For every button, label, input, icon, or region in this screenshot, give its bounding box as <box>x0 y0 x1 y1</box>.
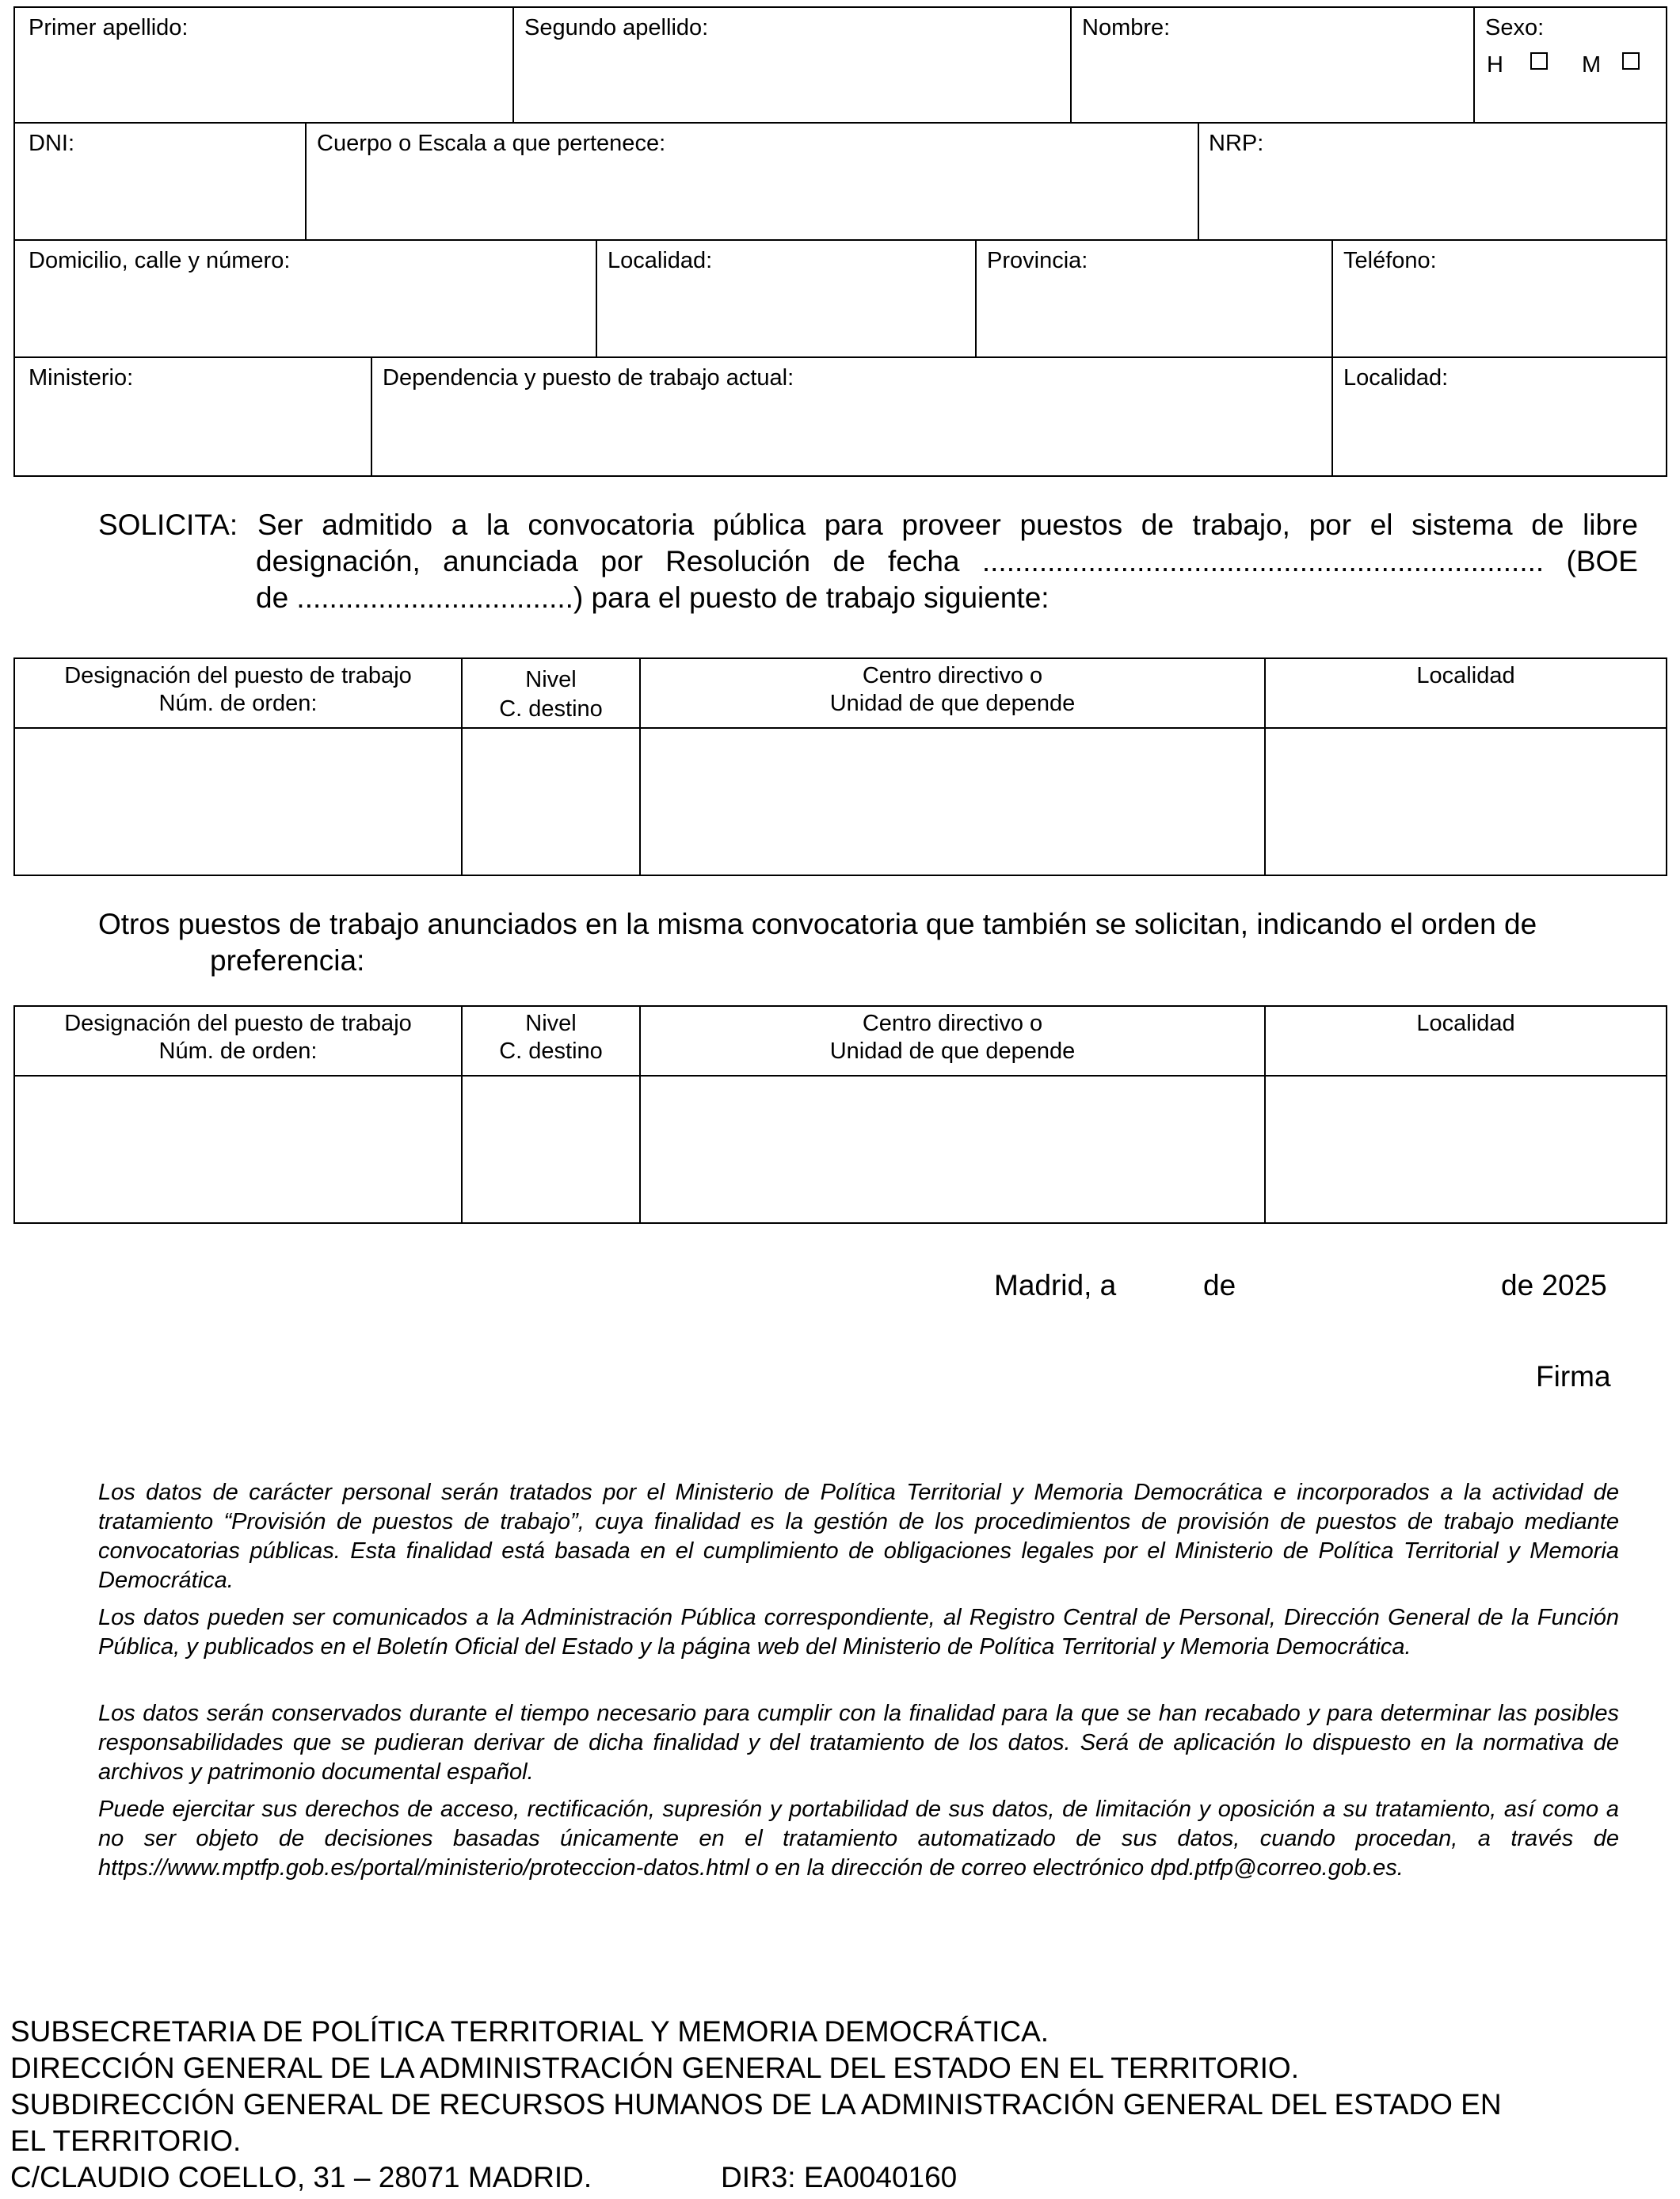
footer-line-4: EL TERRITORIO. <box>10 2125 242 2157</box>
label-dni: DNI: <box>29 131 74 156</box>
header-centro-2 <box>639 1005 1266 1077</box>
input-centro[interactable] <box>639 727 1266 876</box>
header-designacion-2 <box>13 1005 463 1077</box>
input-designacion[interactable] <box>13 727 463 876</box>
field-provincia[interactable] <box>975 239 1333 358</box>
header-localidad <box>1264 657 1667 729</box>
field-sexo <box>1473 6 1667 124</box>
field-nrp[interactable] <box>1198 122 1667 241</box>
header-centro-line1: Centro directivo o <box>862 663 1043 688</box>
header-localidad-text: Localidad <box>1416 663 1515 688</box>
label-cuerpo-escala: Cuerpo o Escala a que pertenece: <box>317 131 666 156</box>
label-sexo-m: M <box>1582 52 1602 78</box>
field-localidad[interactable] <box>596 239 977 358</box>
otros-line-2: preferencia: <box>210 944 365 977</box>
field-ministerio[interactable] <box>13 356 372 477</box>
footer-line-3: SUBDIRECCIÓN GENERAL DE RECURSOS HUMANOS DE LA ADMINISTRACIÓN GENERAL DEL ESTADO EN <box>10 2088 1502 2121</box>
input-designacion-2[interactable] <box>13 1075 463 1224</box>
solicita-line-1: Ser admitido a la convocatoria pública para proveer puestos de trabajo, por el sistema de libre <box>257 509 1638 541</box>
solicita-line-2: designación, anunciada por Resolución de fecha ..................................................................... (BOE <box>256 545 1638 577</box>
header-localidad-2-text: Localidad <box>1416 1011 1515 1036</box>
checkbox-sexo-h[interactable] <box>1530 52 1548 70</box>
field-nombre[interactable] <box>1070 6 1475 124</box>
header-designacion-line2: Núm. de orden: <box>158 691 318 716</box>
header-designacion-line1: Designación del puesto de trabajo <box>64 663 412 688</box>
input-localidad[interactable] <box>1264 727 1667 876</box>
label-ministerio: Ministerio: <box>29 365 134 391</box>
legal-paragraph-1: Los datos de carácter personal serán tratados por el Ministerio de Política Territorial y Memoria Democrática e incorporados a la actividad de tratamiento “Provisión de puestos de trabajo”, cuya finalidad es la gestión de los procedimientos de provisión de puestos de trabajo mediante convocatorias públicas. Esta finalidad está basada en el cumplimiento de obligaciones legales por el Ministerio de Política Territorial y Memoria Democrática. <box>98 1480 1619 1593</box>
field-localidad-actual[interactable] <box>1331 356 1667 477</box>
header-centro <box>639 657 1266 729</box>
field-primer-apellido[interactable] <box>13 6 514 124</box>
label-provincia: Provincia: <box>987 248 1088 273</box>
legal-paragraph-2: Los datos pueden ser comunicados a la Administración Pública correspondiente, al Registro Central de Personal, Dirección General de la Función Pública, y publicados en el Boletín Oficial del Estado y la página web del Ministerio de Política Territorial y Memoria Democrática. <box>98 1605 1619 1660</box>
label-sexo-h: H <box>1487 52 1503 78</box>
footer-line-1: SUBSECRETARIA DE POLÍTICA TERRITORIAL Y MEMORIA DEMOCRÁTICA. <box>10 2015 1050 2048</box>
label-localidad: Localidad: <box>608 248 713 273</box>
label-primer-apellido: Primer apellido: <box>29 15 189 40</box>
label-nrp: NRP: <box>1209 131 1264 156</box>
date-de-1: de <box>1203 1269 1236 1301</box>
field-domicilio[interactable] <box>13 239 597 358</box>
field-segundo-apellido[interactable] <box>512 6 1072 124</box>
checkbox-sexo-m[interactable] <box>1622 52 1640 70</box>
header-centro-line2: Unidad de que depende <box>829 691 1076 716</box>
label-dependencia: Dependencia y puesto de trabajo actual: <box>383 365 794 391</box>
legal-paragraph-3: Los datos serán conservados durante el tiempo necesario para cumplir con la finalidad para la que se han recabado y para determinar las posibles responsabilidades que se pudieran derivar de dicha finalidad y del tratamiento de los datos. Será de aplicación lo dispuesto en la normativa de archivos y patrimonio documental español. <box>98 1701 1619 1785</box>
header-nivel-2-line1: Nivel <box>525 1011 577 1036</box>
footer-line-2: DIRECCIÓN GENERAL DE LA ADMINISTRACIÓN GENERAL DEL ESTADO EN EL TERRITORIO. <box>10 2052 1299 2084</box>
date-de-2025: de 2025 <box>1501 1269 1607 1301</box>
header-centro-2-line1: Centro directivo o <box>862 1011 1043 1036</box>
legal-paragraph-4: Puede ejercitar sus derechos de acceso, rectificación, supresión y portabilidad de sus datos, de limitación y oposición a su tratamiento, así como a no ser objeto de decisiones basadas únicamente en el tratamiento automatizado de sus datos, cuando procedan, a través de https://www.mptfp.gob.es/portal/ministerio/proteccion-datos.html o en la dirección de correo electrónico dpd.ptfp@correo.gob.es. <box>98 1797 1619 1881</box>
label-domicilio: Domicilio, calle y número: <box>29 248 291 273</box>
header-designacion-2-line2: Núm. de orden: <box>158 1039 318 1064</box>
input-centro-2[interactable] <box>639 1075 1266 1224</box>
header-designacion <box>13 657 463 729</box>
header-nivel-line1: Nivel <box>525 667 577 692</box>
input-localidad-2[interactable] <box>1264 1075 1667 1224</box>
footer-dir3: DIR3: EA0040160 <box>721 2161 958 2193</box>
label-sexo: Sexo: <box>1485 15 1545 40</box>
firma-label: Firma <box>1536 1360 1611 1393</box>
header-localidad-2 <box>1264 1005 1667 1077</box>
header-centro-2-line2: Unidad de que depende <box>829 1039 1076 1064</box>
date-madrid: Madrid, a <box>994 1269 1117 1301</box>
otros-line-1: Otros puestos de trabajo anunciados en la misma convocatoria que también se solicitan, indicando el orden de <box>98 908 1537 940</box>
header-nivel-2 <box>461 1005 641 1077</box>
header-nivel-line2: C. destino <box>499 696 603 722</box>
field-telefono[interactable] <box>1331 239 1667 358</box>
header-nivel <box>461 657 641 729</box>
header-nivel-2-line2: C. destino <box>499 1039 603 1064</box>
solicita-line-3: de ..................................) para el puesto de trabajo siguiente: <box>256 581 1050 614</box>
header-designacion-2-line1: Designación del puesto de trabajo <box>64 1011 412 1036</box>
input-nivel-2[interactable] <box>461 1075 641 1224</box>
label-nombre: Nombre: <box>1082 15 1171 40</box>
field-cuerpo-escala[interactable] <box>305 122 1199 241</box>
field-dni[interactable] <box>13 122 307 241</box>
footer-address: C/CLAUDIO COELLO, 31 – 28071 MADRID. <box>10 2161 592 2193</box>
field-dependencia[interactable] <box>371 356 1333 477</box>
solicita-label: SOLICITA: <box>98 509 238 541</box>
label-telefono: Teléfono: <box>1343 248 1437 273</box>
label-segundo-apellido: Segundo apellido: <box>524 15 709 40</box>
label-localidad-actual: Localidad: <box>1343 365 1449 391</box>
input-nivel[interactable] <box>461 727 641 876</box>
